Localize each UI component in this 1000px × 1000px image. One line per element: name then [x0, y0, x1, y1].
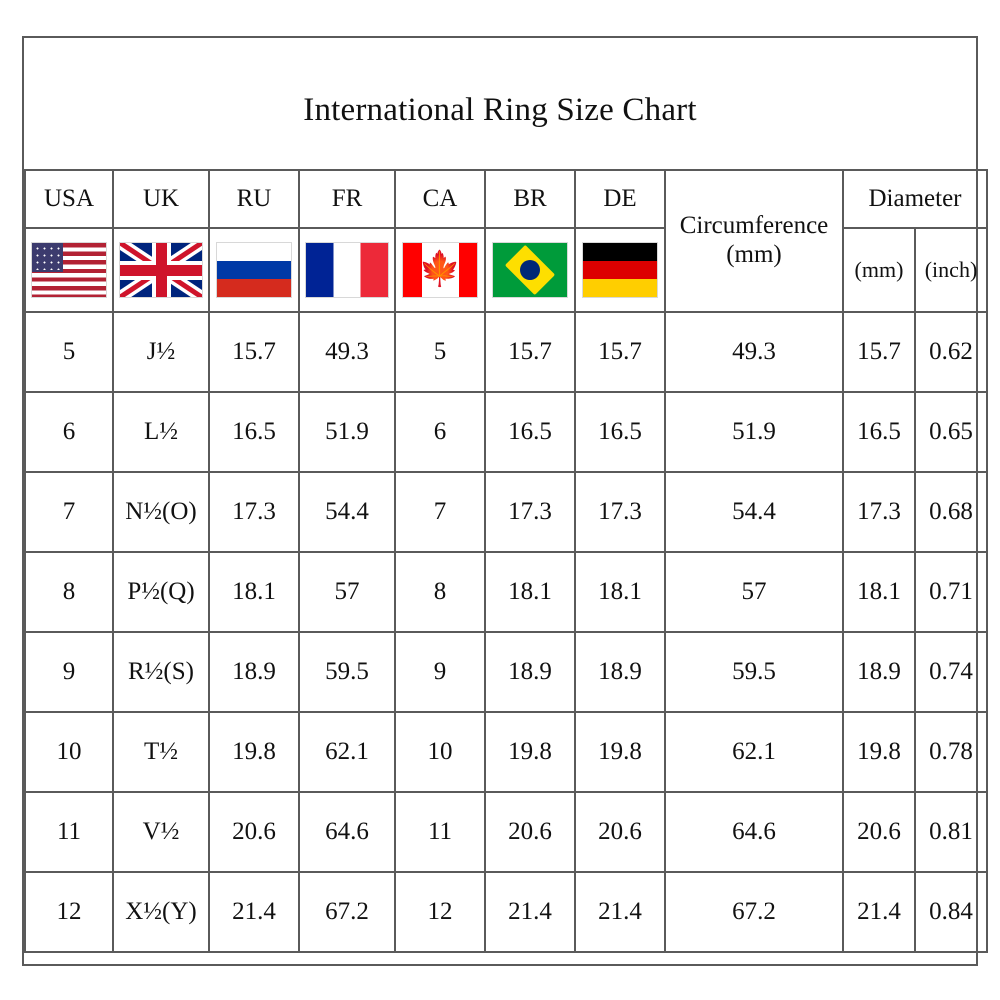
cell-diameter-mm: 20.6	[843, 792, 915, 872]
cell-fr: 54.4	[299, 472, 395, 552]
cell-diameter-mm: 16.5	[843, 392, 915, 472]
cell-ru: 16.5	[209, 392, 299, 472]
cell-circumference-mm: 54.4	[665, 472, 843, 552]
cell-de: 20.6	[575, 792, 665, 872]
header-uk-flag-cell	[113, 228, 209, 312]
cell-fr: 67.2	[299, 872, 395, 952]
ring-size-table	[24, 169, 988, 953]
cell-usa: 11	[25, 792, 113, 872]
flag-uk-icon	[119, 242, 203, 298]
table-row	[25, 472, 987, 552]
cell-uk: R½(S)	[113, 632, 209, 712]
page-title: International Ring Size Chart	[303, 92, 697, 128]
cell-ru: 15.7	[209, 312, 299, 392]
header-fr-flag-cell	[299, 228, 395, 312]
cell-br: 16.5	[485, 392, 575, 472]
cell-diameter-mm: 15.7	[843, 312, 915, 392]
cell-usa: 9	[25, 632, 113, 712]
cell-de: 16.5	[575, 392, 665, 472]
cell-fr: 57	[299, 552, 395, 632]
table-row	[25, 872, 987, 952]
cell-usa: 10	[25, 712, 113, 792]
cell-ru: 19.8	[209, 712, 299, 792]
chart-frame	[22, 36, 978, 966]
header-diameter-mm: (mm)	[843, 228, 915, 312]
cell-circumference-mm: 51.9	[665, 392, 843, 472]
header-ca-flag-cell	[395, 228, 485, 312]
header-usa: USA	[25, 170, 113, 228]
cell-circumference-mm: 49.3	[665, 312, 843, 392]
cell-de: 18.1	[575, 552, 665, 632]
cell-de: 21.4	[575, 872, 665, 952]
cell-diameter-inch: 0.62	[915, 312, 987, 392]
table-header-row-flags	[25, 228, 987, 312]
cell-uk: L½	[113, 392, 209, 472]
cell-fr: 59.5	[299, 632, 395, 712]
cell-diameter-inch: 0.84	[915, 872, 987, 952]
cell-br: 17.3	[485, 472, 575, 552]
cell-uk: X½(Y)	[113, 872, 209, 952]
cell-diameter-mm: 21.4	[843, 872, 915, 952]
table-row	[25, 712, 987, 792]
cell-uk: V½	[113, 792, 209, 872]
header-br: BR	[485, 170, 575, 228]
cell-usa: 8	[25, 552, 113, 632]
flag-brazil-icon	[492, 242, 568, 298]
cell-ru: 18.1	[209, 552, 299, 632]
header-circumference-line2: (mm)	[726, 241, 782, 268]
cell-diameter-inch: 0.81	[915, 792, 987, 872]
cell-ca: 12	[395, 872, 485, 952]
flag-canada-icon: 🍁	[402, 242, 478, 298]
flag-usa-icon	[31, 242, 107, 298]
table-row	[25, 792, 987, 872]
header-diameter: Diameter	[843, 170, 987, 228]
cell-ru: 20.6	[209, 792, 299, 872]
cell-br: 21.4	[485, 872, 575, 952]
cell-usa: 6	[25, 392, 113, 472]
cell-br: 20.6	[485, 792, 575, 872]
cell-circumference-mm: 67.2	[665, 872, 843, 952]
cell-diameter-mm: 19.8	[843, 712, 915, 792]
cell-ca: 7	[395, 472, 485, 552]
header-usa-flag-cell	[25, 228, 113, 312]
cell-uk: J½	[113, 312, 209, 392]
cell-de: 17.3	[575, 472, 665, 552]
flag-russia-icon	[216, 242, 292, 298]
cell-de: 15.7	[575, 312, 665, 392]
cell-de: 19.8	[575, 712, 665, 792]
table-row	[25, 552, 987, 632]
cell-usa: 5	[25, 312, 113, 392]
cell-ca: 5	[395, 312, 485, 392]
cell-circumference-mm: 62.1	[665, 712, 843, 792]
cell-diameter-inch: 0.71	[915, 552, 987, 632]
header-de-flag-cell	[575, 228, 665, 312]
cell-fr: 62.1	[299, 712, 395, 792]
cell-ca: 8	[395, 552, 485, 632]
header-de: DE	[575, 170, 665, 228]
cell-ca: 10	[395, 712, 485, 792]
flag-germany-icon	[582, 242, 658, 298]
cell-br: 18.9	[485, 632, 575, 712]
table-row	[25, 392, 987, 472]
table-header-row-labels	[25, 170, 987, 228]
cell-circumference-mm: 57	[665, 552, 843, 632]
header-ru: RU	[209, 170, 299, 228]
cell-circumference-mm: 64.6	[665, 792, 843, 872]
header-fr: FR	[299, 170, 395, 228]
header-ru-flag-cell	[209, 228, 299, 312]
cell-fr: 49.3	[299, 312, 395, 392]
cell-usa: 12	[25, 872, 113, 952]
cell-uk: N½(O)	[113, 472, 209, 552]
header-ca: CA	[395, 170, 485, 228]
cell-br: 18.1	[485, 552, 575, 632]
cell-br: 19.8	[485, 712, 575, 792]
cell-ca: 6	[395, 392, 485, 472]
flag-france-icon	[305, 242, 389, 298]
cell-de: 18.9	[575, 632, 665, 712]
cell-diameter-mm: 17.3	[843, 472, 915, 552]
header-circumference	[665, 170, 843, 312]
header-diameter-inch: (inch)	[915, 228, 987, 312]
cell-ru: 21.4	[209, 872, 299, 952]
cell-uk: T½	[113, 712, 209, 792]
table-row	[25, 632, 987, 712]
cell-ru: 17.3	[209, 472, 299, 552]
cell-ca: 11	[395, 792, 485, 872]
cell-diameter-inch: 0.78	[915, 712, 987, 792]
cell-diameter-mm: 18.1	[843, 552, 915, 632]
cell-ru: 18.9	[209, 632, 299, 712]
cell-diameter-inch: 0.74	[915, 632, 987, 712]
cell-diameter-mm: 18.9	[843, 632, 915, 712]
cell-uk: P½(Q)	[113, 552, 209, 632]
header-uk: UK	[113, 170, 209, 228]
cell-ca: 9	[395, 632, 485, 712]
cell-usa: 7	[25, 472, 113, 552]
header-br-flag-cell	[485, 228, 575, 312]
cell-br: 15.7	[485, 312, 575, 392]
cell-circumference-mm: 59.5	[665, 632, 843, 712]
cell-fr: 51.9	[299, 392, 395, 472]
cell-diameter-inch: 0.65	[915, 392, 987, 472]
cell-diameter-inch: 0.68	[915, 472, 987, 552]
header-circumference-line1: Circumference	[679, 212, 829, 240]
table-row	[25, 312, 987, 392]
cell-fr: 64.6	[299, 792, 395, 872]
